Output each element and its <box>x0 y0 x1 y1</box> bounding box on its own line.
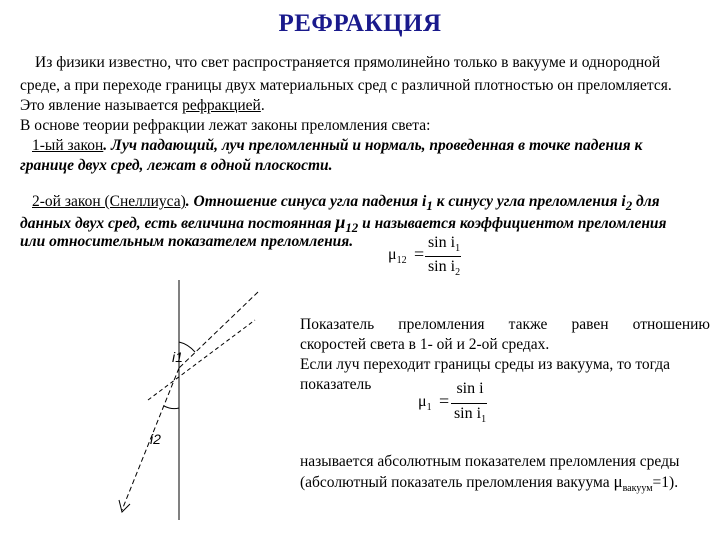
page-title: РЕФРАКЦИЯ <box>278 10 442 37</box>
law1-label: 1-ый закон <box>32 137 104 154</box>
refraction-term: рефракцией <box>182 97 261 114</box>
right-line-5: называется абсолютным показателем преломления среды <box>300 453 680 470</box>
intro-line-2: среде, а при переходе границы двух материальных сред с различной плотностью он преломляется. <box>20 77 672 94</box>
law2-line-3: или относительным показателем преломления. <box>20 233 354 250</box>
formula1-lhs: $\mu_{12}$ <box>388 246 407 267</box>
law2-sub1: 1 <box>426 198 433 214</box>
formula1-denominator: $\sin i_2$ <box>427 258 461 279</box>
incident-ray <box>179 292 258 368</box>
law2-mu-sub: 12 <box>345 220 359 236</box>
right-line-4: показатель <box>300 376 372 393</box>
formula2-eq: = <box>439 391 450 411</box>
refraction-diagram <box>110 280 290 520</box>
angle-arc-i2 <box>164 406 179 409</box>
law2-text-c: для <box>632 193 660 210</box>
formula1-numerator: $\sin i_1$ <box>427 234 461 255</box>
formula2-numerator: sin i <box>456 380 484 397</box>
law1-line-2: границе двух сред, лежат в одной плоскости. <box>20 157 333 174</box>
formula2-lhs: $\mu_1$ <box>418 393 432 414</box>
vacuum-mu: μ <box>613 472 623 491</box>
law2-line2-a: данных двух сред, есть величина постоянная <box>20 215 336 232</box>
ray-arrowhead <box>119 500 130 512</box>
angle-label-i2: i2 <box>150 431 161 447</box>
law1-text-a: . Луч падающий, луч преломленный и нормаль, проведенная в точке падения к <box>103 137 643 154</box>
formula1-bar <box>425 256 461 257</box>
formula2-denominator: $\sin i_1$ <box>453 405 487 426</box>
intro-line-1: Из физики известно, что свет распространяется прямолинейно только в вакууме и однородной <box>35 54 661 71</box>
intro-line-4: В основе теории рефракции лежат законы преломления света: <box>20 117 431 134</box>
right-line-2: скоростей света в 1- ой и 2-ой средах. <box>300 336 550 353</box>
right-line-6: (абсолютный показатель преломления вакуума $\mu_{вакуум}=1$). <box>300 472 679 495</box>
law1-line-1 <box>20 136 642 156</box>
right-line-3: Если луч переходит границы среды из вакуума, то тогда <box>300 356 671 373</box>
intro-line-3-prefix: Это явление называется <box>20 97 183 114</box>
formula1-eq: = <box>414 244 425 264</box>
angle-label-i1: i1 <box>172 349 183 365</box>
law2-text-b: к синусу угла преломления i <box>432 193 626 210</box>
intro-line-3-suffix: . <box>260 97 265 114</box>
law2-mu: μ <box>335 212 346 232</box>
law2-sub2: 2 <box>625 198 633 214</box>
intro-line-3 <box>20 96 265 116</box>
law2-line2-b: и называется коэффициентом преломления <box>358 215 667 232</box>
vacuum-sub: вакуум <box>622 483 653 495</box>
formula2-bar <box>451 403 487 404</box>
right-line-1: Показатель преломления также равен отношению <box>300 316 710 333</box>
interface-line <box>148 320 255 400</box>
law2-label: 2-ой закон (Снеллиуса) <box>32 193 186 210</box>
law2-text-a: . Отношение синуса угла падения i <box>185 193 427 210</box>
